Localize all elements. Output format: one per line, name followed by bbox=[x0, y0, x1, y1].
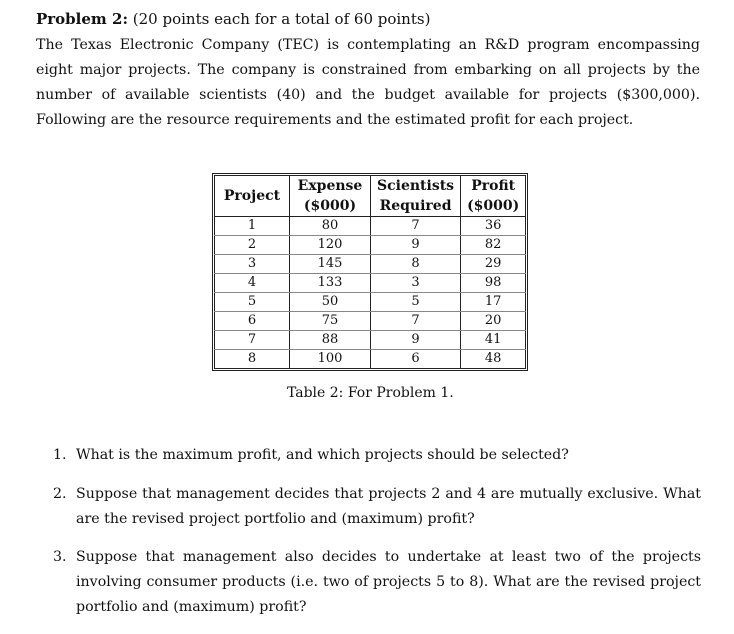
resource-table-frame bbox=[212, 173, 528, 371]
header-project-line1: Project bbox=[223, 188, 281, 204]
resource-table-wrapper bbox=[212, 173, 528, 375]
cell-expense: 80 bbox=[290, 217, 371, 236]
header-expense-line2: ($000) bbox=[303, 198, 357, 214]
question-item bbox=[53, 545, 701, 620]
cell-expense: 100 bbox=[290, 350, 371, 369]
question-item bbox=[53, 443, 701, 468]
question-number: 3. bbox=[53, 549, 67, 565]
cell-project: 8 bbox=[215, 350, 290, 369]
header-expense bbox=[290, 176, 371, 217]
table-row bbox=[215, 312, 526, 331]
cell-profit: 17 bbox=[461, 293, 526, 312]
cell-project: 7 bbox=[215, 331, 290, 350]
cell-scientists: 6 bbox=[371, 350, 461, 369]
cell-project: 3 bbox=[215, 255, 290, 274]
question-text: What is the maximum profit, and which projects should be selected? bbox=[76, 447, 569, 463]
cell-scientists: 7 bbox=[371, 312, 461, 331]
table-header-row bbox=[215, 176, 526, 217]
cell-scientists: 7 bbox=[371, 217, 461, 236]
question-number: 1. bbox=[53, 447, 67, 463]
cell-profit: 48 bbox=[461, 350, 526, 369]
cell-profit: 20 bbox=[461, 312, 526, 331]
cell-expense: 75 bbox=[290, 312, 371, 331]
problem-heading bbox=[36, 9, 430, 29]
cell-expense: 50 bbox=[290, 293, 371, 312]
cell-expense: 88 bbox=[290, 331, 371, 350]
table-row bbox=[215, 217, 526, 236]
header-profit-line2: ($000) bbox=[467, 198, 520, 214]
table-row bbox=[215, 331, 526, 350]
cell-scientists: 5 bbox=[371, 293, 461, 312]
cell-scientists: 9 bbox=[371, 331, 461, 350]
header-scientists-line2: Required bbox=[379, 198, 452, 214]
cell-project: 1 bbox=[215, 217, 290, 236]
header-project bbox=[215, 176, 290, 217]
cell-project: 6 bbox=[215, 312, 290, 331]
cell-profit: 82 bbox=[461, 236, 526, 255]
table-caption: Table 2: For Problem 1. bbox=[287, 385, 454, 401]
table-row bbox=[215, 350, 526, 369]
cell-profit: 41 bbox=[461, 331, 526, 350]
question-item bbox=[53, 482, 701, 532]
header-profit-line1: Profit bbox=[471, 178, 516, 194]
cell-profit: 98 bbox=[461, 274, 526, 293]
table-row bbox=[215, 236, 526, 255]
problem-intro: The Texas Electronic Company (TEC) is contemplating an R&D program encompassing eight major projects. The company is constrained from embarking on all projects by the number of available scientists (40) and the budget available for projects ($300,000). Following are the resource requirements and the estimated profit for each project. bbox=[36, 37, 700, 128]
problem-title: Problem 2: bbox=[36, 10, 128, 28]
question-text: Suppose that management also decides to undertake at least two of the projects involving consumer products (i.e. two of projects 5 to 8). What are the revised project portfolio and (maximum) profit? bbox=[76, 549, 701, 615]
cell-scientists: 9 bbox=[371, 236, 461, 255]
cell-project: 2 bbox=[215, 236, 290, 255]
cell-expense: 120 bbox=[290, 236, 371, 255]
question-list bbox=[53, 443, 701, 620]
header-scientists bbox=[371, 176, 461, 217]
question-number: 2. bbox=[53, 486, 67, 502]
table-row bbox=[215, 293, 526, 312]
cell-expense: 145 bbox=[290, 255, 371, 274]
problem-points: (20 points each for a total of 60 points) bbox=[132, 10, 431, 28]
header-expense-line1: Expense bbox=[297, 178, 363, 194]
cell-scientists: 8 bbox=[371, 255, 461, 274]
cell-profit: 36 bbox=[461, 217, 526, 236]
cell-expense: 133 bbox=[290, 274, 371, 293]
cell-project: 4 bbox=[215, 274, 290, 293]
cell-scientists: 3 bbox=[371, 274, 461, 293]
table-row bbox=[215, 274, 526, 293]
cell-profit: 29 bbox=[461, 255, 526, 274]
cell-project: 5 bbox=[215, 293, 290, 312]
header-profit bbox=[461, 176, 526, 217]
table-row bbox=[215, 255, 526, 274]
question-text: Suppose that management decides that projects 2 and 4 are mutually exclusive. What are the revised project portfolio and (maximum) profit? bbox=[76, 486, 701, 527]
resource-table bbox=[214, 175, 526, 369]
header-scientists-line1: Scientists bbox=[377, 178, 455, 194]
